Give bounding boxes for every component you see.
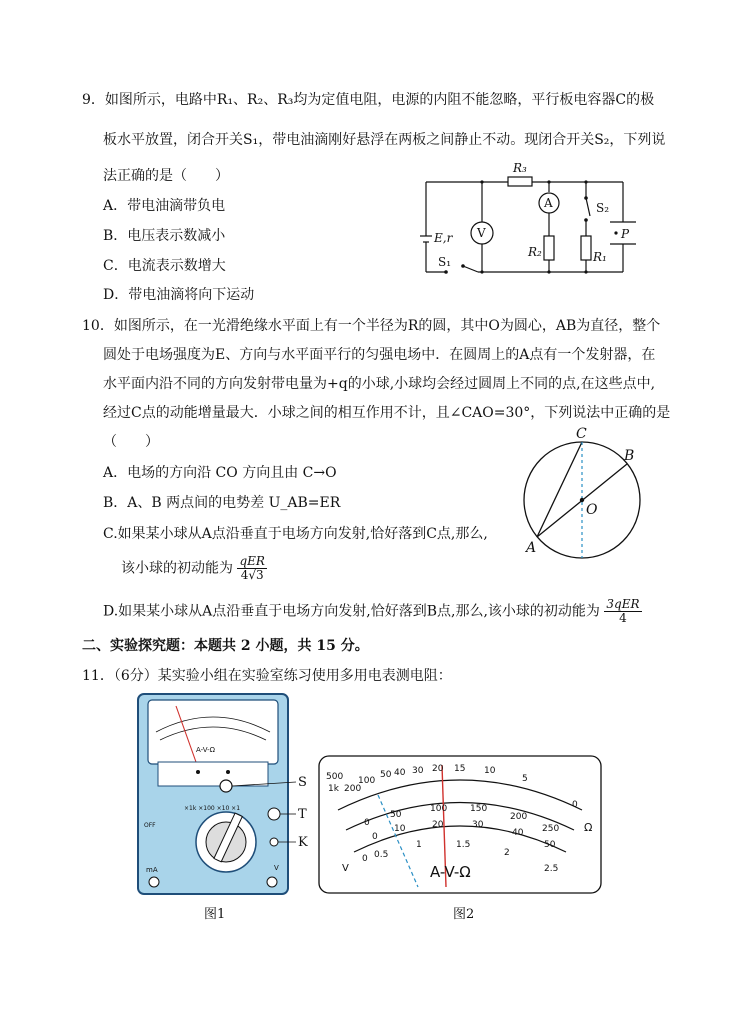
top-scale-100: 100 — [358, 776, 376, 786]
low-scale-1: 1 — [416, 840, 422, 850]
dial-ohm-label: Ω — [584, 821, 593, 834]
mid-scale-100: 100 — [430, 804, 448, 814]
q10-stem-line2: 圆处于电场强度为E、方向与水平面平行的匀强电场中．在圆周上的A点有一个发射器，在 — [103, 347, 656, 363]
q10-option-c-text: 该小球的初动能为 — [121, 560, 233, 577]
q10-option-b: B．A、B 两点间的电势差 U_AB=ER — [103, 495, 341, 511]
label-ammeter: A — [544, 196, 553, 210]
q10-stem-line3: 水平面内沿不同的方向发射带电量为+q的小球,小球均会经过圆周上不同的点,在这些点中, — [103, 376, 656, 392]
label-t: T — [298, 807, 307, 822]
top-scale-10: 10 — [484, 766, 496, 776]
dial-v-label: V — [342, 863, 349, 874]
off-label: OFF — [144, 822, 156, 829]
top-scale-20: 20 — [432, 764, 444, 774]
frac-numerator: qER — [239, 554, 265, 568]
q10-stem-line5: （ ） — [103, 434, 159, 450]
low-scale-0-5: 0.5 — [374, 850, 389, 860]
mid-scale-0: 0 — [364, 818, 370, 828]
low-scale-1-5: 1.5 — [456, 840, 471, 850]
frac-numerator: 3qER — [606, 597, 640, 611]
q10-option-d-text: D.如果某小球从A点沿垂直于电场方向发射,恰好落到B点,那么,该小球的初动能为 — [103, 603, 600, 620]
q9-stem-line3: 法正确的是（ ） — [103, 168, 229, 184]
mid2-scale-30: 30 — [472, 820, 484, 830]
q10-option-c-line1: C.如果某小球从A点沿垂直于电场方向发射,恰好落到C点,那么, — [103, 526, 488, 542]
label-p: P — [621, 227, 630, 241]
mid2-scale-10: 10 — [394, 824, 406, 834]
top-scale-0: 0 — [572, 800, 578, 810]
label-r1: R₁ — [593, 250, 607, 264]
ohm-range-label: ×1k ×100 ×10 ×1 — [184, 805, 241, 812]
top-scale-50: 50 — [380, 770, 392, 780]
mid-scale-200: 200 — [510, 812, 528, 822]
label-er: E,r — [434, 231, 453, 245]
q9-option-a: A．带电油滴带负电 — [103, 198, 226, 214]
top-scale-30: 30 — [412, 766, 424, 776]
label-s2: S₂ — [596, 201, 610, 215]
q9-option-b: B．电压表示数减小 — [103, 228, 226, 244]
q9-stem-line1: 9．如图所示，电路中R₁、R₂、R₃均为定值电阻，电源的内阻不能忽略，平行板电容器C的极 — [82, 92, 655, 108]
top-scale-15: 15 — [454, 764, 466, 774]
q10-option-c-line2 — [121, 555, 267, 582]
frac-denominator: 4√3 — [240, 568, 264, 582]
screw-s — [220, 780, 232, 792]
low-scale-0: 0 — [362, 854, 368, 864]
section-2-heading: 二、实验探究题：本题共 2 小题，共 15 分。 — [82, 638, 369, 654]
top-scale-40: 40 — [394, 768, 406, 778]
q10-option-c-fraction — [237, 555, 266, 582]
top-scale-1k: 1k — [328, 784, 339, 794]
q10-circle-diagram — [520, 426, 650, 560]
label-s: S — [298, 775, 307, 790]
q10-stem-line1: 10．如图所示，在一光滑绝缘水平面上有一个半径为R的圆，其中O为圆心，AB为直径，整个 — [82, 318, 661, 334]
label-a: A — [526, 540, 537, 556]
label-k: K — [298, 835, 308, 850]
label-b: B — [624, 448, 635, 464]
q9-stem-line2: 板水平放置，闭合开关S₁，带电油滴刚好悬浮在两板之间静止不动。现闭合开关S₂，下列说 — [103, 132, 666, 148]
top-scale-5: 5 — [522, 774, 528, 784]
label-o: O — [586, 502, 598, 518]
mid2-scale-40: 40 — [512, 828, 524, 838]
low-scale-2: 2 — [504, 848, 510, 858]
q10-option-a: A．电场的方向沿 CO 方向且由 C→O — [103, 465, 337, 481]
frac-denominator: 4 — [619, 611, 627, 625]
mid2-scale-50: 50 — [544, 840, 556, 850]
label-r3: R₃ — [513, 161, 527, 175]
top-scale-500: 500 — [326, 772, 344, 782]
label-voltmeter: V — [477, 226, 486, 240]
low-scale-2-5: 2.5 — [544, 864, 559, 874]
dial-avo-label: A-V-Ω — [430, 863, 471, 881]
label-s1: S₁ — [438, 255, 452, 269]
v-label: V — [274, 864, 279, 872]
q10-stem-line4: 经过C点的动能增量最大．小球之间的相互作用不计，且∠CAO=30°，下列说法中正确的是 — [103, 405, 671, 421]
q10-option-d-fraction — [604, 598, 641, 625]
q11-stem: 11．（6分）某实验小组在实验室练习使用多用电表测电阻： — [82, 668, 452, 684]
top-scale-200: 200 — [344, 784, 362, 794]
q10-option-d — [103, 598, 642, 625]
figure-1-caption: 图1 — [204, 907, 226, 922]
q9-option-d: D．带电油滴将向下运动 — [103, 287, 255, 303]
mid-scale-50: 50 — [390, 810, 402, 820]
ma-label: mA — [146, 866, 158, 874]
label-c: C — [576, 426, 587, 442]
label-r2: R₂ — [528, 245, 542, 259]
meter-avo-label: A-V-Ω — [196, 746, 216, 754]
mid-scale-150: 150 — [470, 804, 488, 814]
figure-2-caption: 图2 — [453, 907, 475, 922]
meter-dial-figure — [318, 755, 602, 895]
multimeter-figure — [136, 692, 308, 897]
q9-option-c: C．电流表示数增大 — [103, 258, 226, 274]
mid2-scale-20: 20 — [432, 820, 444, 830]
mid-scale-250: 250 — [542, 824, 560, 834]
mid2-scale-0: 0 — [372, 832, 378, 842]
q9-circuit-diagram — [418, 160, 648, 285]
